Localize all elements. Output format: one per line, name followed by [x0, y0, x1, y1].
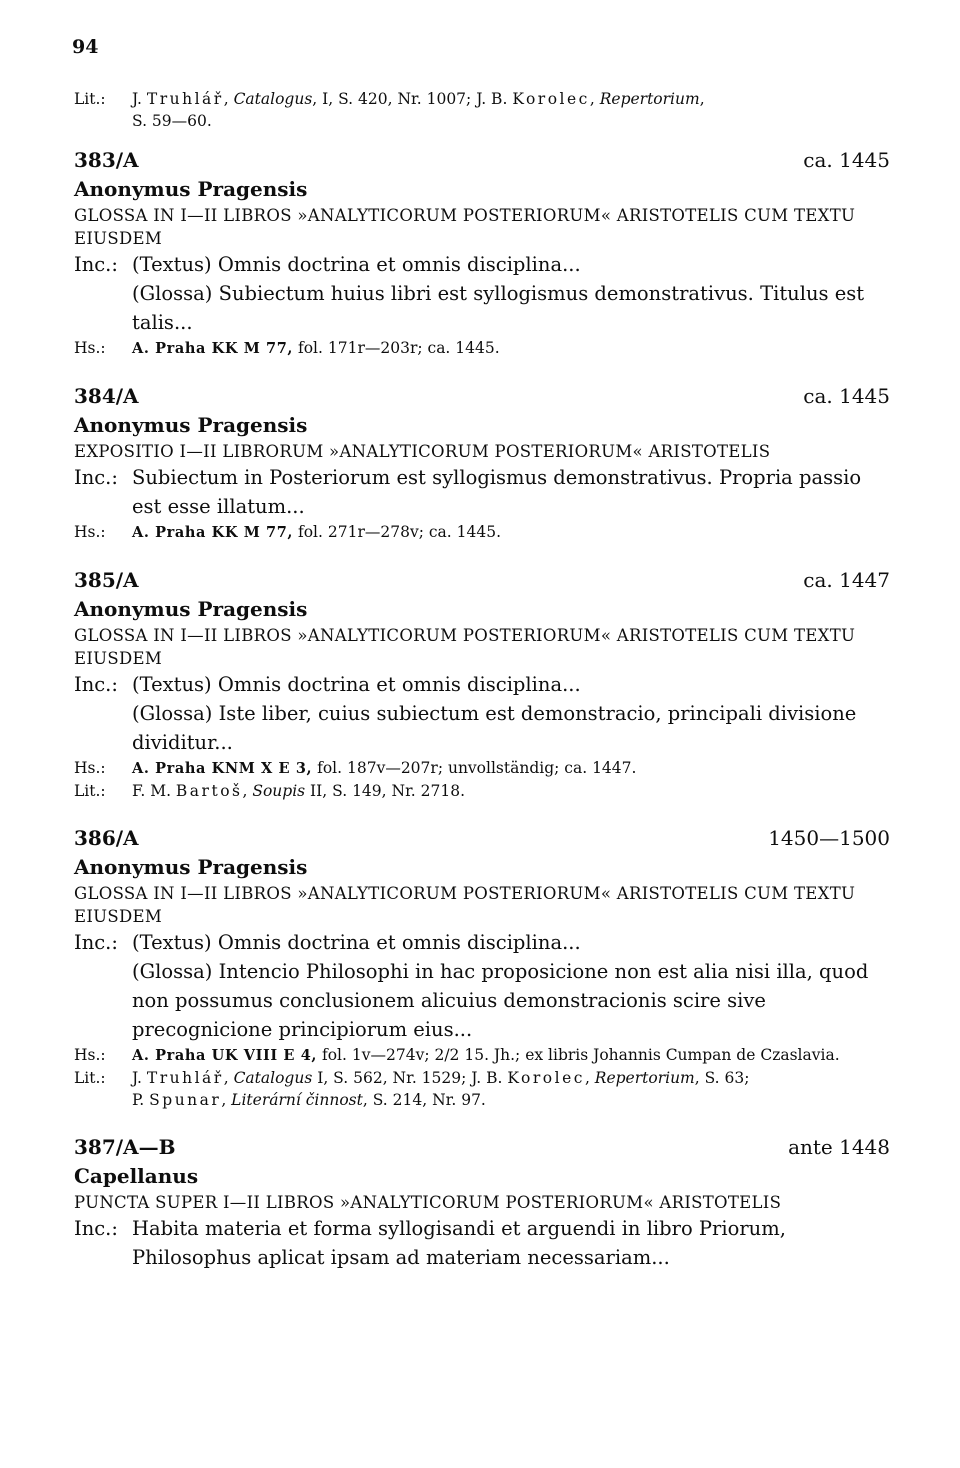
lit-text: J. Truhlář, Catalogus, I, S. 420, Nr. 1007; J. B. Korolec, Repertorium, S. 59—60.	[132, 90, 705, 130]
manuscript-details: fol. 187v—207r; unvollständig; ca. 1447.	[312, 759, 637, 777]
incipit-line: (Textus) Omnis doctrina et omnis disciplina...	[132, 253, 581, 276]
manuscript-label: Hs.:	[74, 1046, 106, 1064]
incipit-label: Inc.:	[74, 931, 118, 954]
literature-text: J. Truhlář, Catalogus I, S. 562, Nr. 1529; J. B. Korolec, Repertorium, S. 63; P. Spunar, Literární činnost, S. 214, Nr. 97.	[132, 1069, 750, 1109]
entry-number: 386/A	[74, 826, 139, 850]
entry-number: 387/A—B	[74, 1135, 176, 1159]
entry-author: Anonymus Pragensis	[74, 855, 308, 879]
entry-number: 384/A	[74, 384, 139, 408]
entry-header	[74, 382, 890, 411]
incipit	[74, 463, 890, 521]
incipit-line: (Glossa) Subiectum huius libri est syllogismus demonstrativus. Titulus est talis...	[132, 282, 865, 334]
manuscript	[74, 757, 890, 780]
manuscript-signature: A. Praha KNM X E 3,	[132, 760, 313, 777]
entry-header	[74, 566, 890, 595]
entry-title: GLOSSA IN I—II LIBROS »ANALYTICORUM POSTERIORUM« ARISTOTELIS CUM TEXTU EIUSDEM	[74, 626, 856, 668]
entry-title: GLOSSA IN I—II LIBROS »ANALYTICORUM POSTERIORUM« ARISTOTELIS CUM TEXTU EIUSDEM	[74, 884, 856, 926]
entry-header	[74, 146, 890, 175]
incipit-label: Inc.:	[74, 1217, 118, 1240]
entry-header	[74, 1133, 890, 1162]
entry-383	[74, 146, 890, 360]
entry-date: ca. 1445	[803, 148, 890, 172]
manuscript-details: fol. 171r—203r; ca. 1445.	[293, 339, 500, 357]
manuscript-signature: A. Praha KK M 77,	[132, 340, 294, 357]
entry-date: ca. 1447	[803, 568, 890, 592]
manuscript-label: Hs.:	[74, 759, 106, 777]
incipit-line: (Textus) Omnis doctrina et omnis disciplina...	[132, 931, 581, 954]
incipit	[74, 1214, 890, 1272]
entry-date: 1450—1500	[768, 826, 890, 850]
manuscript-label: Hs.:	[74, 339, 106, 357]
literature	[74, 780, 890, 802]
incipit-label: Inc.:	[74, 253, 118, 276]
literature-text: F. M. Bartoš, Soupis II, S. 149, Nr. 2718.	[132, 782, 466, 800]
incipit	[74, 928, 890, 1044]
entry-author: Anonymus Pragensis	[74, 597, 308, 621]
incipit-label: Inc.:	[74, 466, 118, 489]
manuscript	[74, 521, 890, 544]
manuscript-signature: A. Praha UK VIII E 4,	[132, 1047, 318, 1064]
entry-title: PUNCTA SUPER I—II LIBROS »ANALYTICORUM POSTERIORUM« ARISTOTELIS	[74, 1193, 782, 1212]
entry-date: ca. 1445	[803, 384, 890, 408]
incipit-label: Inc.:	[74, 673, 118, 696]
lit-continuation	[74, 88, 890, 132]
incipit-line: (Glossa) Intencio Philosophi in hac proposicione non est alia nisi illa, quod non possumus conclusionem alicuius demonstracionis scire sive precognicione principiorum eius...	[132, 960, 869, 1041]
incipit-line: Subiectum in Posteriorum est syllogismus demonstrativus. Propria passio est esse illatum...	[132, 466, 862, 518]
entry-number: 385/A	[74, 568, 139, 592]
incipit-line: (Glossa) Iste liber, cuius subiectum est demonstracio, principali divisione dividitur...	[132, 702, 857, 754]
incipit	[74, 250, 890, 337]
incipit-line: (Textus) Omnis doctrina et omnis disciplina...	[132, 673, 581, 696]
entry-number: 383/A	[74, 148, 139, 172]
manuscript-label: Hs.:	[74, 523, 106, 541]
entry-author: Capellanus	[74, 1164, 199, 1188]
entry-title: GLOSSA IN I—II LIBROS »ANALYTICORUM POSTERIORUM« ARISTOTELIS CUM TEXTU EIUSDEM	[74, 206, 856, 248]
incipit	[74, 670, 890, 757]
entry-header	[74, 824, 890, 853]
entry-author: Anonymus Pragensis	[74, 177, 308, 201]
entry-title: EXPOSITIO I—II LIBRORUM »ANALYTICORUM POSTERIORUM« ARISTOTELIS	[74, 442, 771, 461]
manuscript-details: fol. 1v—274v; 2/2 15. Jh.; ex libris Johannis Cumpan de Czaslavia.	[317, 1046, 840, 1064]
entry-385	[74, 566, 890, 802]
catalog-page	[74, 36, 890, 1272]
page-number: 94	[72, 36, 99, 58]
entry-384	[74, 382, 890, 544]
literature-label: Lit.:	[74, 782, 106, 800]
entry-387	[74, 1133, 890, 1272]
entry-date: ante 1448	[788, 1135, 890, 1159]
manuscript-details: fol. 271r—278v; ca. 1445.	[293, 523, 502, 541]
literature	[74, 1067, 890, 1111]
manuscript	[74, 1044, 890, 1067]
lit-label: Lit.:	[74, 90, 106, 108]
entry-author: Anonymus Pragensis	[74, 413, 308, 437]
entry-386	[74, 824, 890, 1111]
incipit-line: Habita materia et forma syllogisandi et arguendi in libro Priorum, Philosophus aplicat ipsam ad materiam necessariam...	[132, 1217, 786, 1269]
literature-label: Lit.:	[74, 1069, 106, 1087]
manuscript	[74, 337, 890, 360]
manuscript-signature: A. Praha KK M 77,	[132, 524, 294, 541]
